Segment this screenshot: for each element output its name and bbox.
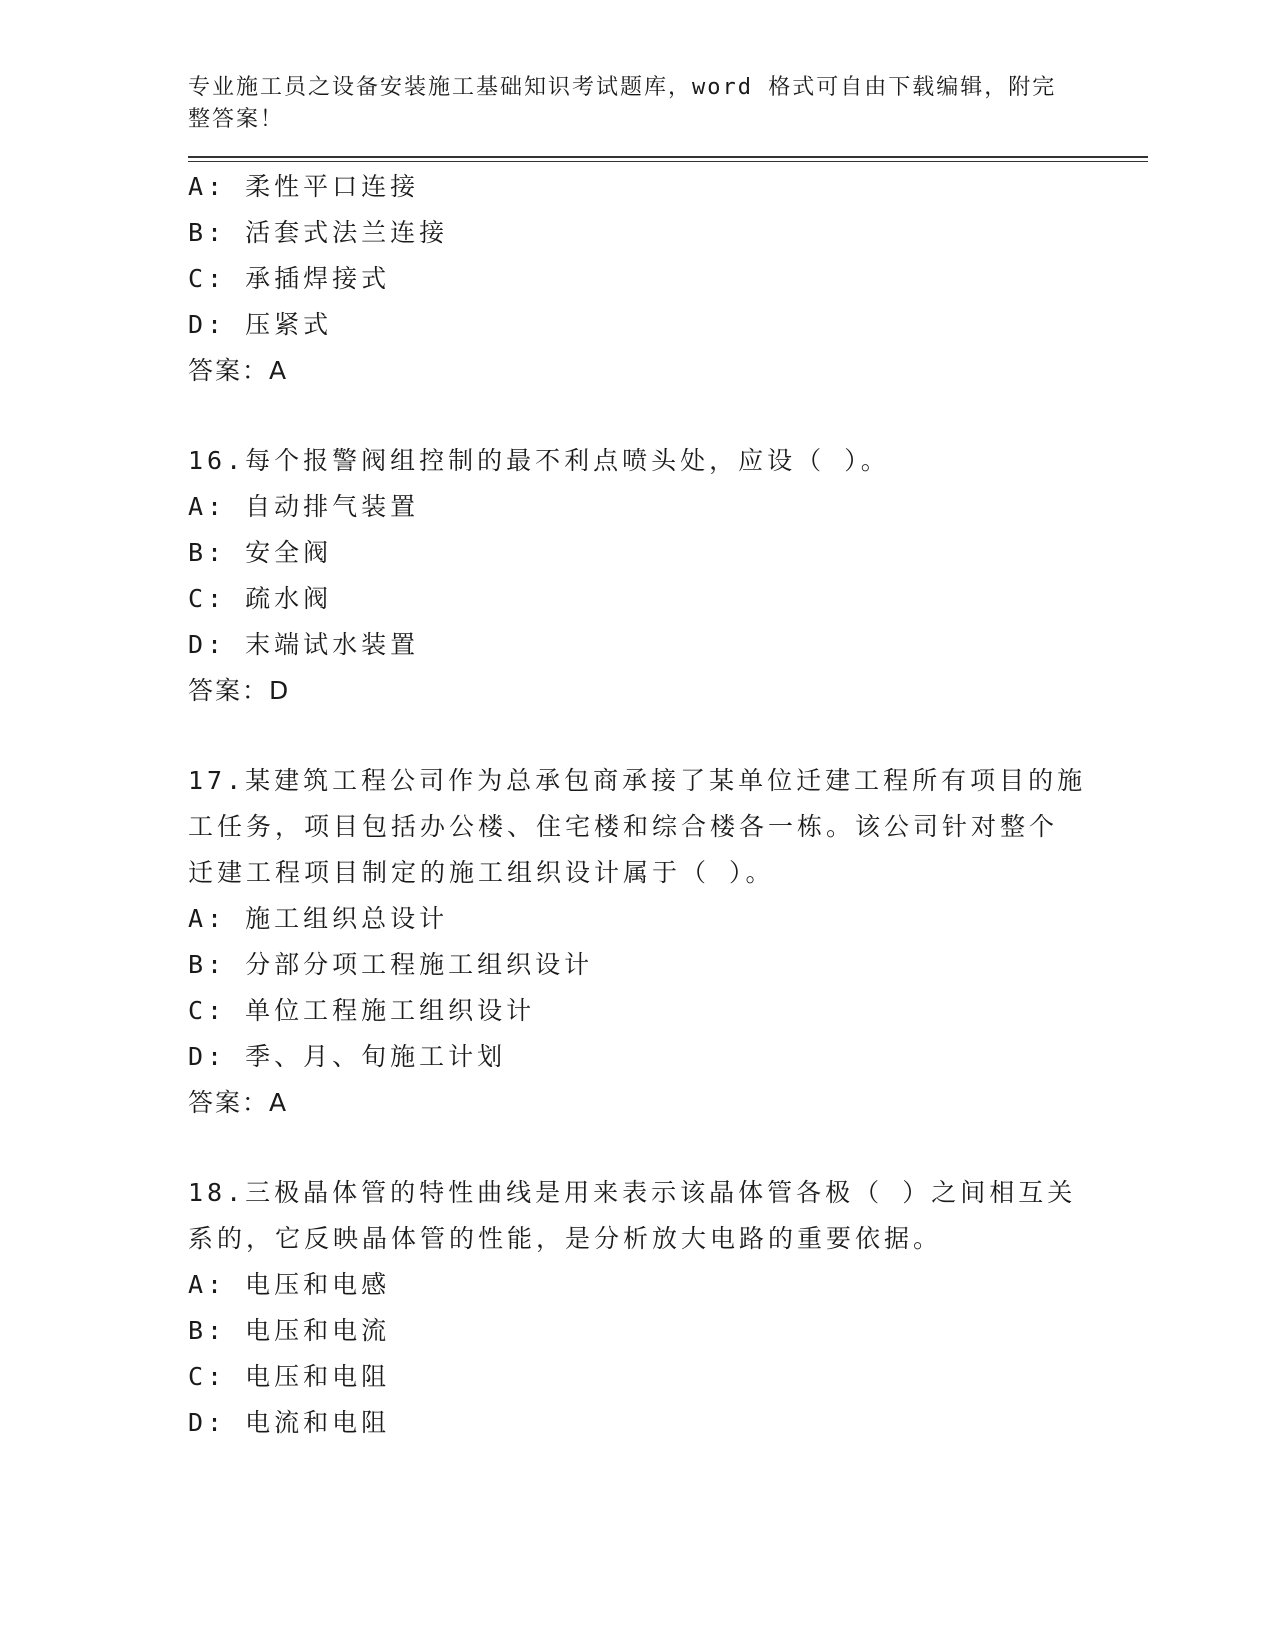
option-a: A: 柔性平口连接 — [188, 172, 420, 201]
option-b: B: 电压和电流 — [188, 1316, 391, 1345]
document-page — [188, 72, 1148, 1446]
option-d: D: 末端试水装置 — [188, 630, 420, 659]
answer-line: 答案：A — [188, 356, 289, 385]
question-text: 17.某建筑工程公司作为总承包商承接了某单位迁建工程所有项目的施 工任务，项目包括办公楼、住宅楼和综合楼各一栋。该公司针对整个 迁建工程项目制定的施工组织设计属于（ ）。 — [188, 766, 1087, 887]
option-d: D: 压紧式 — [188, 310, 333, 339]
option-b: B: 活套式法兰连接 — [188, 218, 449, 247]
option-c: C: 电压和电阻 — [188, 1362, 391, 1391]
option-b: B: 分部分项工程施工组织设计 — [188, 950, 594, 979]
option-c: C: 疏水阀 — [188, 584, 333, 613]
option-a: A: 自动排气装置 — [188, 492, 420, 521]
answer-line: 答案：D — [188, 676, 291, 705]
question-text: 18.三极晶体管的特性曲线是用来表示该晶体管各极（ ）之间相互关 系的，它反映晶体管的性能，是分析放大电路的重要依据。 — [188, 1178, 1077, 1253]
option-d: D: 季、月、旬施工计划 — [188, 1042, 507, 1071]
option-a: A: 电压和电感 — [188, 1270, 391, 1299]
option-a: A: 施工组织总设计 — [188, 904, 449, 933]
question-16 — [188, 438, 1148, 714]
question-18 — [188, 1170, 1148, 1446]
question-17 — [188, 758, 1148, 1126]
question-15-options — [188, 164, 1148, 394]
answer-line: 答案：A — [188, 1088, 289, 1117]
option-c: C: 承插焊接式 — [188, 264, 391, 293]
option-b: B: 安全阀 — [188, 538, 333, 567]
header-divider — [188, 156, 1148, 162]
document-header: 专业施工员之设备安装施工基础知识考试题库，word 格式可自由下载编辑，附完整答案！ — [188, 75, 1057, 132]
option-d: D: 电流和电阻 — [188, 1408, 391, 1437]
question-text: 16.每个报警阀组控制的最不利点喷头处，应设（ ）。 — [188, 446, 890, 475]
option-c: C: 单位工程施工组织设计 — [188, 996, 536, 1025]
